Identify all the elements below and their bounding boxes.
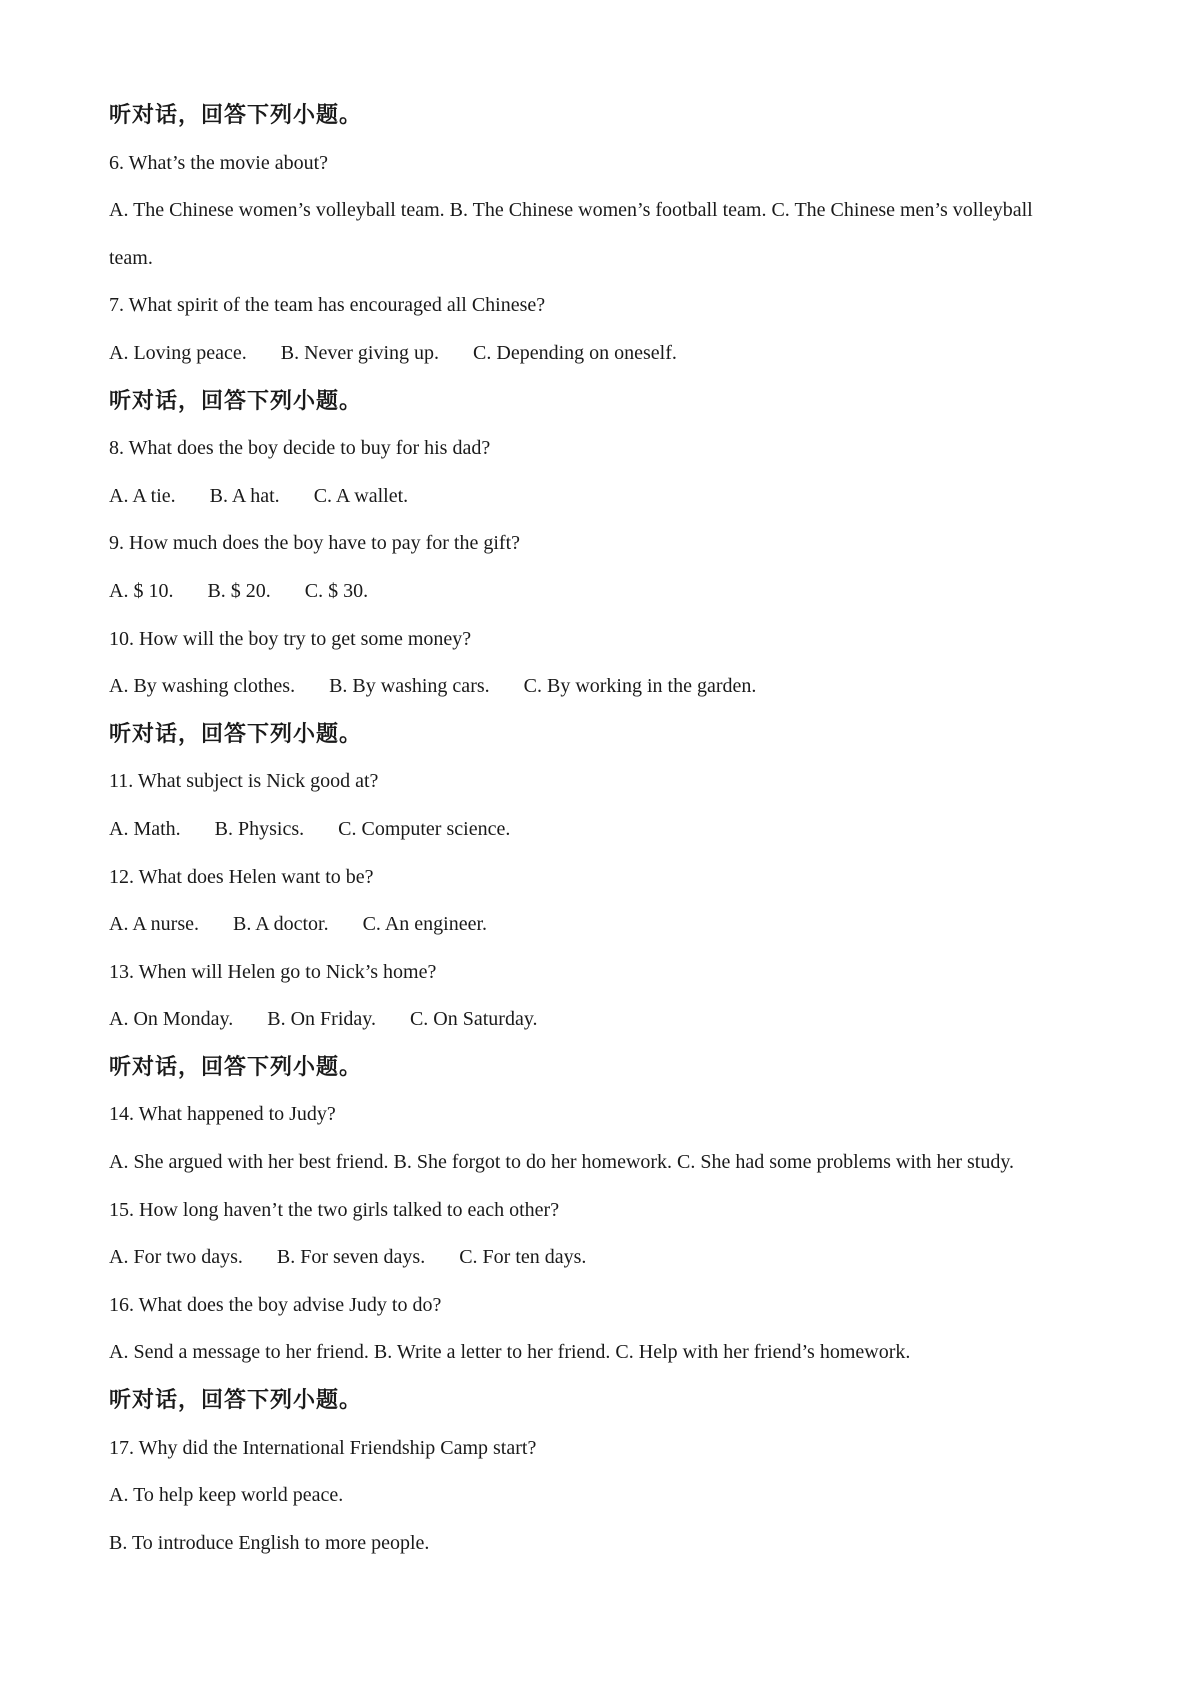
- option-c: C. On Saturday.: [409, 1008, 538, 1031]
- option-b: B. For seven days.: [276, 1246, 426, 1269]
- question-11: 11. What subject is Nick good at?: [109, 770, 379, 793]
- question-14: 14. What happened to Judy?: [109, 1103, 336, 1126]
- exam-page: [109, 92, 1109, 1567]
- option-a: A. A tie.: [109, 484, 176, 507]
- question-9: 9. How much does the boy have to pay for the gift?: [109, 532, 521, 555]
- question-15-options: [109, 1234, 1109, 1282]
- option-b: B. $ 20.: [207, 579, 271, 602]
- option-a: A. Loving peace.: [109, 341, 247, 364]
- question-9-options: [109, 568, 1109, 616]
- question-10-options: [109, 663, 1109, 711]
- section-heading: 听对话，回答下列小题。: [109, 721, 363, 747]
- option-a: A. A nurse.: [109, 913, 199, 936]
- question-6: 6. What’s the movie about?: [109, 151, 329, 174]
- question-17: 17. Why did the International Friendship Camp start?: [109, 1436, 537, 1459]
- option-c: C. For ten days.: [459, 1246, 587, 1269]
- option-b: B. A hat.: [209, 484, 280, 507]
- question-8-options: [109, 473, 1109, 521]
- question-11-options: [109, 806, 1109, 854]
- option-c: C. Depending on oneself.: [473, 341, 677, 364]
- question-6-options: A. The Chinese women’s volleyball team. B. The Chinese women’s football team. C. The Chinese men’s volleyball: [109, 199, 1033, 222]
- question-12-options: [109, 901, 1109, 949]
- option-c: C. $ 30.: [304, 579, 369, 602]
- option-a: A. $ 10.: [109, 579, 174, 602]
- option-b: B. Never giving up.: [280, 341, 440, 364]
- section-heading: 听对话，回答下列小题。: [109, 1388, 363, 1414]
- option-a: A. Math.: [109, 817, 181, 840]
- question-14-options: A. She argued with her best friend. B. She forgot to do her homework. C. She had some problems with her study.: [109, 1151, 1015, 1174]
- question-7-options: [109, 330, 1109, 378]
- option-c: C. By working in the garden.: [523, 675, 757, 698]
- question-17-option-b: B. To introduce English to more people.: [109, 1531, 430, 1554]
- option-a: A. For two days.: [109, 1246, 243, 1269]
- question-16: 16. What does the boy advise Judy to do?: [109, 1293, 442, 1316]
- option-a: A. On Monday.: [109, 1008, 234, 1031]
- question-15: 15. How long haven’t the two girls talked to each other?: [109, 1198, 560, 1221]
- option-a: A. By washing clothes.: [109, 675, 296, 698]
- question-6-options-continued: team.: [109, 246, 153, 269]
- section-heading: 听对话，回答下列小题。: [109, 388, 363, 414]
- question-13: 13. When will Helen go to Nick’s home?: [109, 960, 437, 983]
- option-c: C. Computer science.: [338, 817, 511, 840]
- question-7: 7. What spirit of the team has encouraged all Chinese?: [109, 294, 546, 317]
- question-16-options: A. Send a message to her friend. B. Write a letter to her friend. C. Help with her friend’s homework.: [109, 1341, 911, 1364]
- section-heading: 听对话，回答下列小题。: [109, 103, 363, 128]
- option-c: C. An engineer.: [362, 913, 488, 936]
- question-8: 8. What does the boy decide to buy for his dad?: [109, 437, 491, 460]
- question-17-option-a: A. To help keep world peace.: [109, 1484, 344, 1507]
- question-13-options: [109, 996, 1109, 1044]
- section-heading: 听对话，回答下列小题。: [109, 1054, 363, 1080]
- question-12: 12. What does Helen want to be?: [109, 865, 374, 888]
- option-b: B. Physics.: [214, 817, 305, 840]
- option-b: B. A doctor.: [233, 913, 329, 936]
- option-c: C. A wallet.: [313, 484, 409, 507]
- question-10: 10. How will the boy try to get some money?: [109, 627, 472, 650]
- option-b: B. By washing cars.: [329, 675, 490, 698]
- option-b: B. On Friday.: [267, 1008, 376, 1031]
